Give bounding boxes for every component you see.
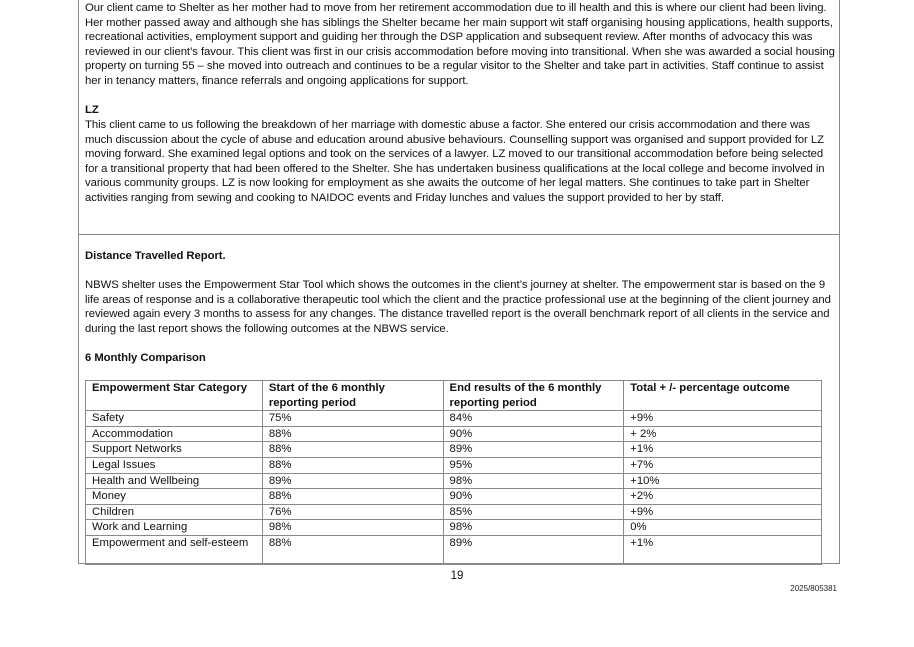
table-row: [86, 426, 822, 442]
category-cell: Support Networks: [86, 442, 263, 458]
end-cell: 90%: [443, 426, 624, 442]
distance-travelled-cell: [79, 235, 839, 564]
page-number: 19: [450, 570, 464, 582]
category-cell: Empowerment and self-esteem: [86, 535, 263, 564]
table-row: [86, 411, 822, 427]
total-cell: 0%: [624, 520, 822, 536]
column-header-category: Empowerment Star Category: [86, 381, 263, 411]
table-row: [86, 520, 822, 536]
end-cell: 98%: [443, 520, 624, 536]
category-cell: Children: [86, 504, 263, 520]
case-study-lz-paragraph: This client came to us following the breakdown of her marriage with domestic abuse a factor. She entered our crisis accommodation and there was much discussion about the cycle of abuse and education around abusive behaviours. Counselling support was organised and support provided for LZ moving forward. She examined legal options and took on the services of a lawyer. LZ moved to our transitional accommodation before being selected for a transitional property that had been offered to the Shelter. She has undertaken business qualifications at the local college and become involved in various community groups. LZ is now looking for employment as she awaits the outcome of her legal matters. She continues to take part in Shelter activities ranging from sewing and cooking to NAIDOC events and Friday lunches and values the support provided to her by staff.: [85, 119, 825, 204]
case-heading-lz: LZ: [85, 104, 99, 116]
column-header-total: Total + /- percentage outcome: [624, 381, 822, 411]
column-header-start: Start of the 6 monthly reporting period: [262, 381, 443, 411]
end-cell: 90%: [443, 489, 624, 505]
end-cell: 89%: [443, 442, 624, 458]
end-cell: 98%: [443, 473, 624, 489]
table-row: [86, 489, 822, 505]
category-cell: Legal Issues: [86, 457, 263, 473]
end-cell: 89%: [443, 535, 624, 564]
case-studies-cell: [79, 0, 839, 235]
total-cell: +7%: [624, 457, 822, 473]
distance-travelled-heading: Distance Travelled Report.: [85, 250, 226, 262]
empowerment-star-table: [85, 380, 822, 565]
distance-travelled-paragraph: NBWS shelter uses the Empowerment Star Tool which shows the outcomes in the client’s journey at shelter. The empowerment star is based on the 9 life areas of response and is a collaborative therapeutic tool which the client and the practice professional use at the beginning of the client journey and reviewed again every 3 months to assess for any changes. The distance travelled report is the overall benchmark report of all clients in the service and during the last report shows the following outcomes at the NBWS service.: [85, 279, 831, 335]
document-frame: [78, 0, 840, 564]
total-cell: +1%: [624, 535, 822, 564]
table-row: [86, 535, 822, 564]
total-cell: +10%: [624, 473, 822, 489]
table-row: [86, 457, 822, 473]
category-cell: Safety: [86, 411, 263, 427]
table-row: [86, 504, 822, 520]
document-reference: 2025/805381: [790, 584, 837, 593]
comparison-subheading: 6 Monthly Comparison: [85, 352, 206, 364]
start-cell: 88%: [262, 535, 443, 564]
total-cell: +9%: [624, 504, 822, 520]
case-study-paragraph: Our client came to Shelter as her mother had to move from her retirement accommodation due to ill health and this is where our client had been living. Her mother passed away and although she has siblings the Shelter became her main support wit staff organising housing applications, health supports, recreational activities, employment support and guiding her through the DSP application and subsequent review. After months of advocacy this was reviewed in our client’s favour. This client was first in our crisis accommodation before moving into transitional. When she was awarded a social housing property on turning 55 – she moved into outreach and continues to be a regular visitor to the Shelter and take part in activities. Staff continue to assist her in tenancy matters, finance referrals and ongoing applications for support.: [85, 2, 835, 87]
start-cell: 88%: [262, 442, 443, 458]
table-row: [86, 442, 822, 458]
end-cell: 84%: [443, 411, 624, 427]
total-cell: +2%: [624, 489, 822, 505]
column-header-end: End results of the 6 monthly reporting period: [443, 381, 624, 411]
category-cell: Money: [86, 489, 263, 505]
total-cell: +9%: [624, 411, 822, 427]
total-cell: + 2%: [624, 426, 822, 442]
start-cell: 88%: [262, 457, 443, 473]
start-cell: 88%: [262, 489, 443, 505]
start-cell: 98%: [262, 520, 443, 536]
start-cell: 76%: [262, 504, 443, 520]
table-row: [86, 473, 822, 489]
start-cell: 75%: [262, 411, 443, 427]
start-cell: 88%: [262, 426, 443, 442]
end-cell: 85%: [443, 504, 624, 520]
category-cell: Work and Learning: [86, 520, 263, 536]
category-cell: Accommodation: [86, 426, 263, 442]
end-cell: 95%: [443, 457, 624, 473]
start-cell: 89%: [262, 473, 443, 489]
category-cell: Health and Wellbeing: [86, 473, 263, 489]
total-cell: +1%: [624, 442, 822, 458]
table-header-row: [86, 381, 822, 411]
